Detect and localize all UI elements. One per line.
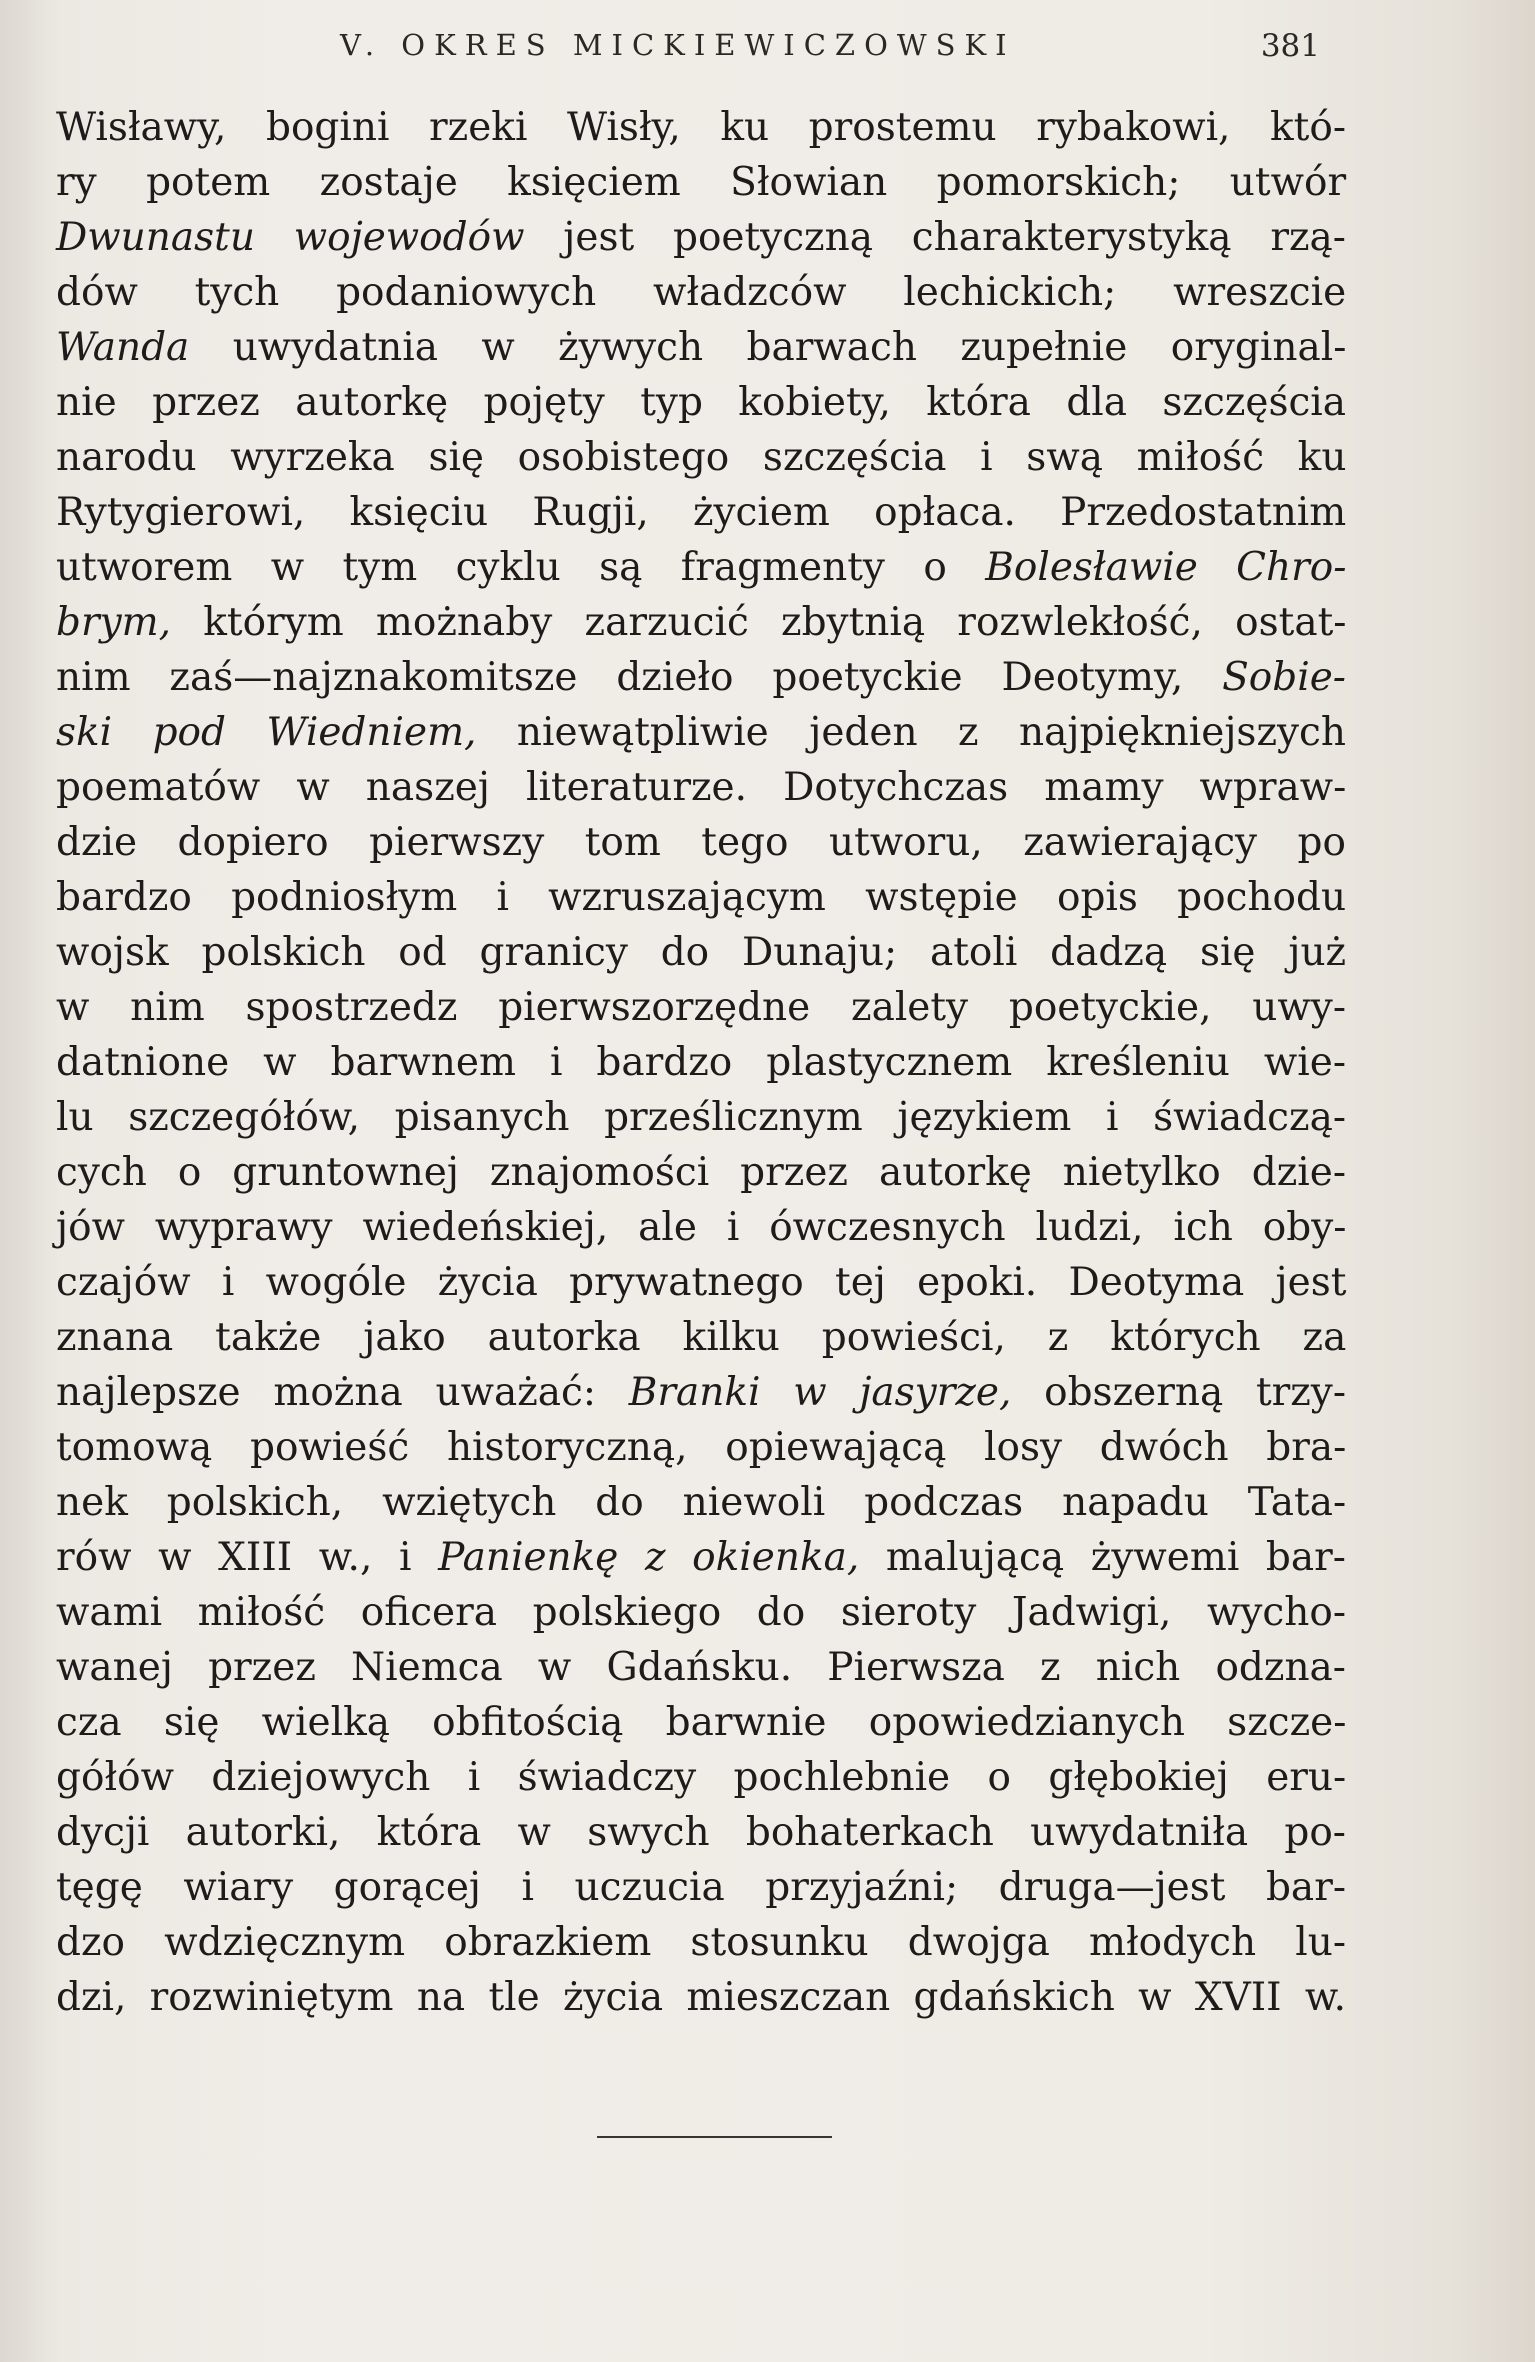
text-segment: wanej przez Niemca w Gdańsku. Pierwsza z nich odzna- [56, 1645, 1346, 1690]
italic-title: Wanda [56, 325, 190, 370]
italic-title: Dwunastu wojewodów [56, 215, 525, 260]
body-text [56, 100, 1346, 2025]
text-line [56, 1970, 1346, 2025]
text-segment: cych o gruntownej znajomości przez autorkę nietylko dzie- [56, 1150, 1346, 1195]
italic-title: ski pod Wiedniem, [56, 710, 477, 755]
italic-title: brym, [56, 600, 172, 645]
text-line [56, 265, 1346, 320]
text-segment: Rytygierowi, księciu Rugji, życiem opłaca. Przedostatnim [56, 490, 1347, 535]
text-line [56, 925, 1346, 980]
text-line [56, 1365, 1346, 1420]
text-segment: jest poetyczną charakterystyką rzą- [524, 215, 1346, 260]
text-line [56, 320, 1346, 375]
text-line [56, 1530, 1346, 1585]
text-segment: rów w XIII w., i [56, 1535, 439, 1580]
text-line [56, 1310, 1346, 1365]
page-header [340, 28, 1320, 78]
end-rule [597, 2136, 832, 2138]
text-segment: najlepsze można uważać: [56, 1370, 629, 1415]
text-segment: nek polskich, wziętych do niewoli podczas napadu Tata- [56, 1480, 1347, 1525]
text-segment: jów wyprawy wiedeńskiej, ale i ówczesnych ludzi, ich oby- [56, 1205, 1347, 1250]
text-segment: nie przez autorkę pojęty typ kobiety, która dla szczęścia [56, 380, 1347, 425]
text-segment: dzi, rozwiniętym na tle życia mieszczan gdańskich w XVII w. [56, 1975, 1346, 2020]
italic-title: Branki w jasyrze, [628, 1370, 1012, 1415]
text-segment: dycji autorki, która w swych bohaterkach uwydatniła po- [56, 1810, 1346, 1855]
text-segment: bardzo podniosłym i wzruszającym wstępie opis pochodu [56, 875, 1347, 920]
text-segment: uwydatnia w żywych barwach zupełnie oryginal- [189, 325, 1347, 370]
text-segment: Wisławy, bogini rzeki Wisły, ku prostemu rybakowi, któ- [56, 105, 1346, 150]
text-line [56, 760, 1346, 815]
text-segment: datnione w barwnem i bardzo plastycznem kreśleniu wie- [56, 1040, 1346, 1085]
text-segment: którym możnaby zarzucić zbytnią rozwlekłość, ostat- [171, 600, 1347, 645]
running-head: V. OKRES MICKIEWICZOWSKI [340, 28, 1016, 62]
text-segment: wami miłość oficera polskiego do sieroty Jadwigi, wycho- [56, 1590, 1346, 1635]
italic-title: Bolesławie Chro- [985, 545, 1347, 590]
text-line [56, 595, 1346, 650]
text-line [56, 375, 1346, 430]
page-number: 381 [1260, 28, 1320, 64]
text-segment: obszerną trzy- [1011, 1370, 1347, 1415]
text-line [56, 870, 1346, 925]
text-segment: czajów i wogóle życia prywatnego tej epoki. Deotyma jest [56, 1260, 1347, 1305]
text-line [56, 1640, 1346, 1695]
text-segment: wojsk polskich od granicy do Dunaju; atoli dadzą się już [56, 930, 1347, 975]
text-line [56, 980, 1346, 1035]
text-segment: gółów dziejowych i świadczy pochlebnie o głębokiej eru- [56, 1755, 1347, 1800]
text-segment: dzie dopiero pierwszy tom tego utworu, zawierający po [56, 820, 1346, 865]
text-segment: tęgę wiary gorącej i uczucia przyjaźni; druga—jest bar- [56, 1865, 1347, 1910]
text-segment: utworem w tym cyklu są fragmenty o [56, 545, 986, 590]
text-line [56, 1805, 1346, 1860]
text-line [56, 1420, 1346, 1475]
text-segment: tomową powieść historyczną, opiewającą losy dwóch bra- [56, 1425, 1347, 1470]
text-line [56, 1200, 1346, 1255]
text-segment: dów tych podaniowych władzców lechickich; wreszcie [56, 270, 1347, 315]
text-line [56, 1585, 1346, 1640]
text-line [56, 1255, 1346, 1310]
text-segment: poematów w naszej literaturze. Dotychczas mamy wpraw- [56, 765, 1347, 810]
text-line [56, 1860, 1346, 1915]
text-line [56, 815, 1346, 870]
text-segment: znana także jako autorka kilku powieści, z których za [56, 1315, 1347, 1360]
text-line [56, 1750, 1346, 1805]
text-line [56, 1915, 1346, 1970]
text-line [56, 155, 1346, 210]
text-line [56, 430, 1346, 485]
text-segment: dzo wdzięcznym obrazkiem stosunku dwojga młodych lu- [56, 1920, 1346, 1965]
text-segment: narodu wyrzeka się osobistego szczęścia i swą miłość ku [56, 435, 1347, 480]
text-line [56, 650, 1346, 705]
text-segment: niewątpliwie jeden z najpiękniejszych [476, 710, 1346, 755]
text-line [56, 485, 1346, 540]
text-line [56, 540, 1346, 595]
text-segment: nim zaś—najznakomitsze dzieło poetyckie Deotymy, [56, 655, 1223, 700]
italic-title: Panienkę z okienka, [438, 1535, 860, 1580]
text-line [56, 1475, 1346, 1530]
text-segment: ry potem zostaje księciem Słowian pomorskich; utwór [56, 160, 1347, 205]
text-line [56, 100, 1346, 155]
text-line [56, 1695, 1346, 1750]
text-line [56, 1035, 1346, 1090]
text-segment: malującą żywemi bar- [859, 1535, 1346, 1580]
italic-title: Sobie- [1222, 655, 1346, 700]
text-segment: lu szczegółów, pisanych prześlicznym językiem i świadczą- [56, 1095, 1346, 1140]
text-line [56, 1090, 1346, 1145]
text-segment: cza się wielką obfitością barwnie opowiedzianych szcze- [56, 1700, 1347, 1745]
text-line [56, 705, 1346, 760]
text-segment: w nim spostrzedz pierwszorzędne zalety poetyckie, uwy- [56, 985, 1346, 1030]
text-line [56, 1145, 1346, 1200]
text-line [56, 210, 1346, 265]
